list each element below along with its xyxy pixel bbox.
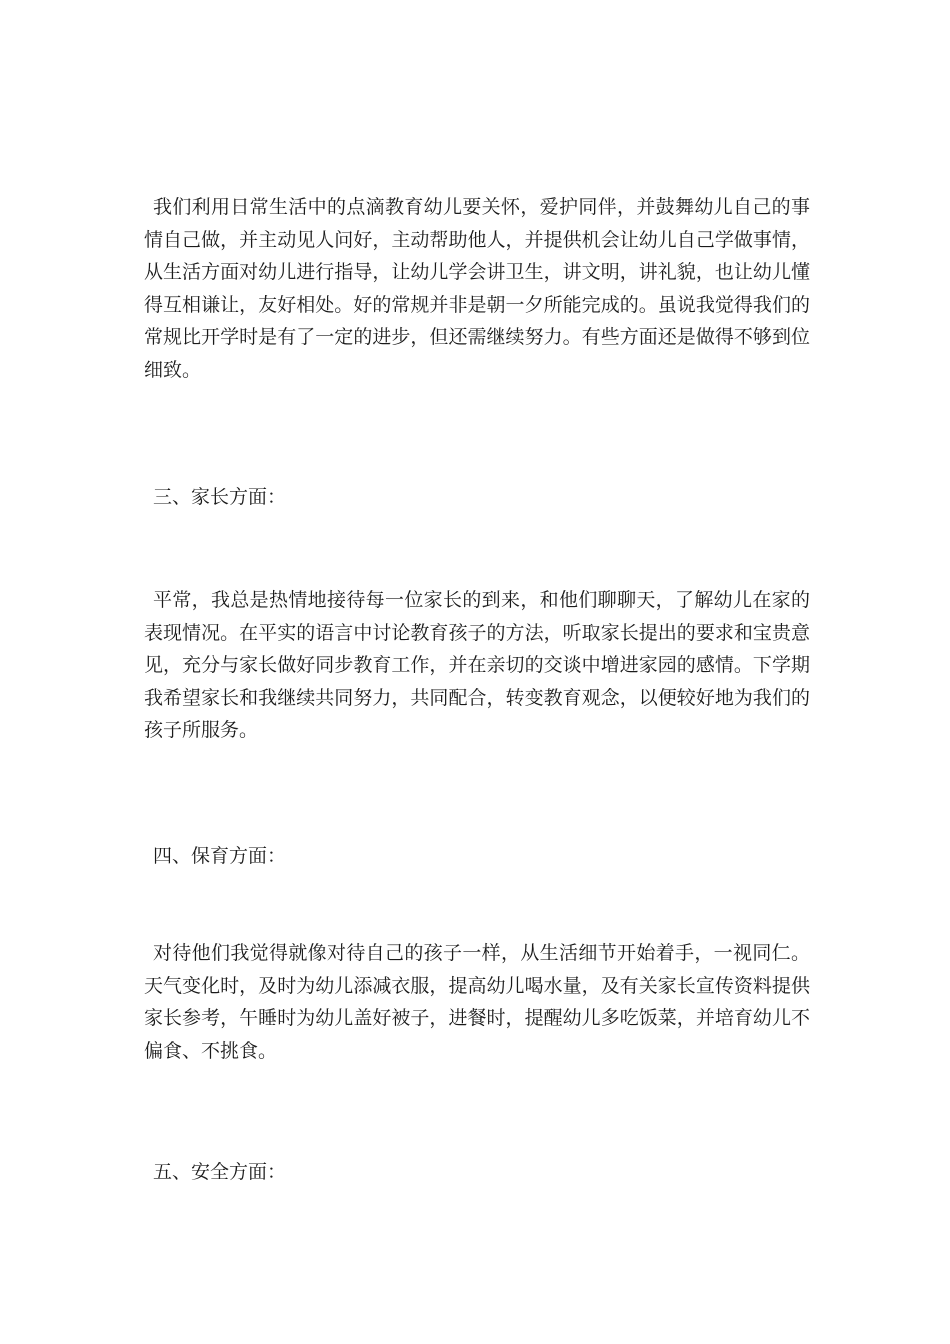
paragraph-childcare: 对待他们我觉得就像对待自己的孩子一样，从生活细节开始着手，一视同仁。天气变化时，及时为幼儿添减衣服，提高幼儿喝水量，及有关家长宣传资料提供家长参考，午睡时为幼儿盖好被子，进餐时，提醒幼儿多吃饭菜，并培育幼儿不偏食、不挑食。 [144,942,810,1062]
section-heading-safety: 五、安全方面： [153,1161,287,1183]
paragraph-daily-routine: 我们利用日常生活中的点滴教育幼儿要关怀，爱护同伴，并鼓舞幼儿自己的事情自己做，并主动见人问好，主动帮助他人，并提供机会让幼儿自己学做事情，从生活方面对幼儿进行指导，让幼儿学会讲卫生，讲文明，讲礼貌，也让幼儿懂得互相谦让，友好相处。好的常规并非是朝一夕所能完成的。虽说我觉得我们的常规比开学时是有了一定的进步，但还需继续努力。有些方面还是做得不够到位细致。 [144,196,810,381]
section-heading-childcare: 四、保育方面： [153,845,287,867]
paragraph-parents: 平常，我总是热情地接待每一位家长的到来，和他们聊聊天，了解幼儿在家的表现情况。在平实的语言中讨论教育孩子的方法，听取家长提出的要求和宝贵意见，充分与家长做好同步教育工作，并在亲切的交谈中增进家园的感情。下学期我希望家长和我继续共同努力，共同配合，转变教育观念，以便较好地为我们的孩子所服务。 [144,589,810,742]
section-heading-parents: 三、家长方面： [153,486,287,508]
